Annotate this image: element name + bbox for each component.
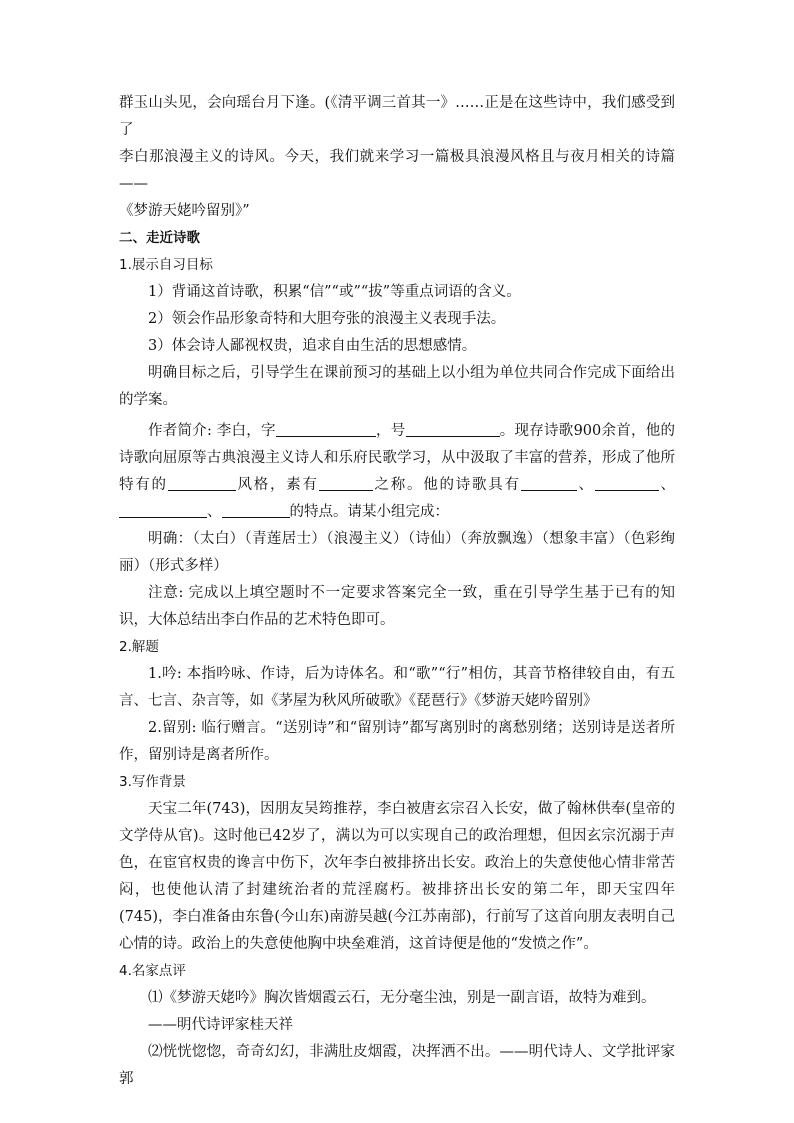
author-text-e: 之称。他的诗歌具有 [372,477,521,493]
blank-title[interactable] [319,476,373,491]
note-paragraph: 注意: 完成以上填空题时不一定要求答案完全一致，重在引导学生基于已有的知识，大体总结出李白作品的艺术特色即可。 [119,585,675,628]
sep-1: 、 [576,477,595,493]
comment-2: ⑵恍恍惚惚，奇奇幻幻，非满肚皮烟霞，决挥洒不出。——明代诗人、文学批评家郭 [119,1044,675,1087]
blank-feature-1[interactable] [521,476,577,491]
intro-line-1: 群玉山头见，会向瑶台月下逢。(《清平调三首其一》……正是在这些诗中，我们感受到了 [119,95,675,138]
after-goals-paragraph: 明确目标之后，引导学生在课前预习的基础上以小组为单位共同合作完成下面给出的学案。 [119,365,675,408]
sep-2: 、 [658,477,675,493]
explain-item-1: 1.吟: 本指吟咏、作诗，后为诗体名。和“歌”“行”相仿，其音节格律较自由，有五言、七言、杂言等，如《茅屋为秋风所破歌》《琵琶行》《梦游天姥吟留别》 [119,666,675,709]
sep-3: 、 [207,504,222,520]
goal-3: 3）体会诗人鄙视权贵，追求自由生活的思想感情。 [148,338,477,354]
goal-1: 1）背诵这首诗歌，积累“信”“或”“拔”等重点词语的含义。 [148,284,521,300]
blank-pen-name[interactable] [406,422,500,437]
comment-1: ⑴《梦游天姥吟》胸次皆烟霞云石，无分毫尘浊，别是一副言语，故特为难到。 [148,990,656,1006]
intro-line-2: 李白那浪漫主义的诗风。今天，我们就来学习一篇极具浪漫风格且与夜月相关的诗篇—— [119,149,675,192]
blank-feature-2[interactable] [595,476,659,491]
author-text-f: 的特点。请某小组完成： [289,504,449,520]
subsection-4-title: 4.名家点评 [119,963,186,979]
blank-style[interactable] [168,476,236,491]
subsection-1-title: 1.展示自习目标 [119,257,213,273]
blank-feature-4[interactable] [222,503,290,518]
author-text-d: 风格，素有 [235,477,319,493]
author-fill-in-paragraph [119,418,675,526]
intro-line-3: 《梦游天姥吟留别》” [119,203,250,219]
answer-paragraph: 明确：（太白）（青莲居士）（浪漫主义）（诗仙）（奔放飘逸）（想象丰富）（色彩绚丽）（形式多样） [119,531,675,574]
author-text-b: ，号 [375,423,406,439]
explain-item-2: 2.留别: 临行赠言。“送别诗”和“留别诗”都写离别时的离愁别绪；送别诗是送者所作，留别诗是离者所作。 [119,720,675,763]
subsection-2-title: 2.解题 [119,639,159,655]
subsection-3-title: 3.写作背景 [119,774,186,790]
section-2-title: 二、走近诗歌 [119,230,200,246]
goal-2: 2）领会作品形象奇特和大胆夸张的浪漫主义表现手法。 [148,311,506,327]
blank-courtesy-name[interactable] [276,422,376,437]
author-text-c: 。现存诗歌900余首，他的诗歌向屈原等古典浪漫主义诗人和乐府民歌学习，从中汲取了丰富的营养，形成了他所特有的 [119,423,676,493]
comment-1-source: ——明代诗评家桂天祥 [148,1017,293,1033]
blank-feature-3[interactable] [119,503,207,518]
author-text-a: 作者简介: 李白，字 [148,423,276,439]
document-body [119,90,675,1093]
background-paragraph: 天宝二年(743)，因朋友吴筠推荐，李白被唐玄宗召入长安，做了翰林供奉(皇帝的文学侍从官)。这时他已42岁了，满以为可以实现自己的政治理想，但因玄宗沉溺于声色，在宦官权贵的谗言中伤下，次年李白被排挤出长安。政治上的失意使他心情非常苦闷，也使他认清了封建统治者的荒淫腐朽。被排挤出长安的第二年，即天宝四年(745)，李白准备由东鲁(今山东)南游吴越(今江苏南部)，行前写了这首向朋友表明自己心情的诗。政治上的失意使他胸中块垒难消，这首诗便是他的“发愤之作”。 [119,801,675,952]
